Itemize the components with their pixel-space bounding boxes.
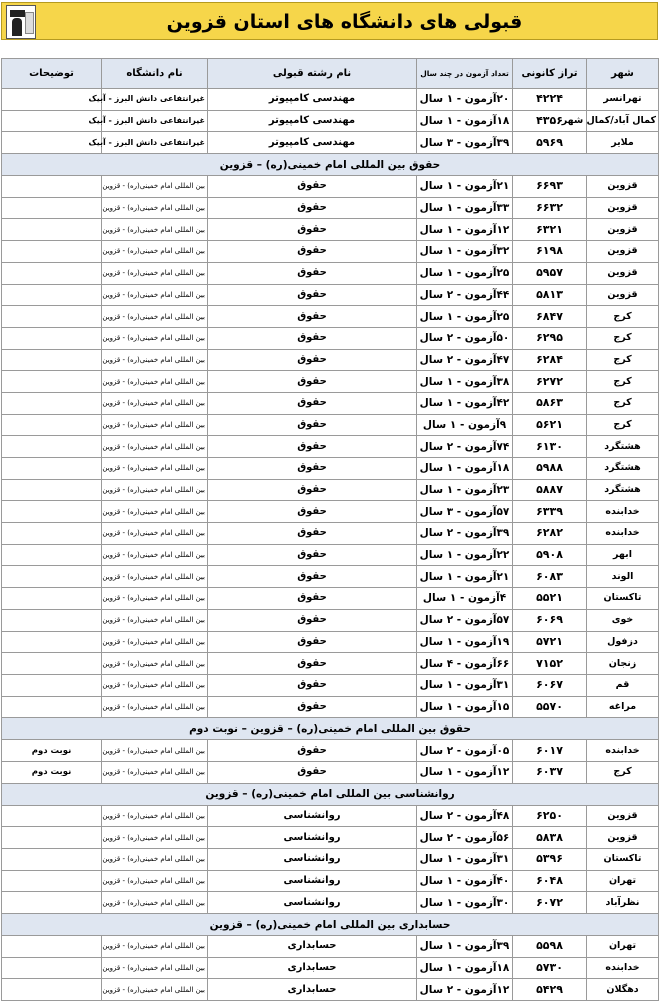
table-row <box>2 262 659 284</box>
notes-cell <box>2 284 102 306</box>
table-row <box>2 936 659 958</box>
score-cell: ۶۰۷۲ <box>513 892 587 914</box>
city-cell: قزوین <box>587 805 659 827</box>
city-cell: قزوین <box>587 827 659 849</box>
exam-count-cell: ۶۶آزمون - ۴ سال <box>417 653 513 675</box>
city-cell: تهرانسر <box>587 89 659 111</box>
city-cell: تاکستان <box>587 588 659 610</box>
city-cell: قزوین <box>587 197 659 219</box>
major-cell: روانشناسی <box>208 870 417 892</box>
major-cell: روانشناسی <box>208 827 417 849</box>
exam-count-cell: ۱۲آزمون - ۱ سال <box>417 219 513 241</box>
city-cell: دهگلان <box>587 979 659 1001</box>
notes-cell: نوبت دوم <box>2 761 102 783</box>
city-cell: دزفول <box>587 631 659 653</box>
exam-count-cell: ۳۸آزمون - ۱ سال <box>417 371 513 393</box>
university-cell: بین المللی امام خمینی(ره) - قزوین <box>102 740 208 762</box>
score-cell: ۶۶۳۲ <box>513 197 587 219</box>
exam-count-cell: ۲۵آزمون - ۱ سال <box>417 262 513 284</box>
score-cell: ۵۹۵۷ <box>513 262 587 284</box>
major-cell: حسابداری <box>208 957 417 979</box>
score-cell: ۵۹۶۹ <box>513 132 587 154</box>
city-cell: کرج <box>587 392 659 414</box>
university-cell: بین المللی امام خمینی(ره) - قزوین <box>102 544 208 566</box>
city-cell: ابهر <box>587 544 659 566</box>
notes-cell <box>2 436 102 458</box>
exam-count-cell: ۴آزمون - ۱ سال <box>417 588 513 610</box>
university-cell: بین المللی امام خمینی(ره) - قزوین <box>102 414 208 436</box>
university-cell: بین المللی امام خمینی(ره) - قزوین <box>102 306 208 328</box>
notes-cell <box>2 371 102 393</box>
score-cell: ۵۷۲۱ <box>513 631 587 653</box>
score-cell: ۶۲۹۵ <box>513 327 587 349</box>
major-cell: مهندسی کامپیوتر <box>208 110 417 132</box>
col-header-notes: توضیحات <box>2 59 102 89</box>
score-cell: ۵۵۲۱ <box>513 588 587 610</box>
university-cell: بین المللی امام خمینی(ره) - قزوین <box>102 653 208 675</box>
university-cell: بین المللی امام خمینی(ره) - قزوین <box>102 761 208 783</box>
university-cell: بین المللی امام خمینی(ره) - قزوین <box>102 349 208 371</box>
score-cell: ۶۳۲۱ <box>513 219 587 241</box>
score-cell: ۵۸۸۷ <box>513 479 587 501</box>
university-cell: بین المللی امام خمینی(ره) - قزوین <box>102 805 208 827</box>
score-cell: ۶۸۴۷ <box>513 306 587 328</box>
notes-cell <box>2 936 102 958</box>
city-cell: قزوین <box>587 241 659 263</box>
table-row <box>2 89 659 111</box>
exam-count-cell: ۵۰آزمون - ۲ سال <box>417 327 513 349</box>
city-cell: تهران <box>587 870 659 892</box>
score-cell: ۶۰۸۳ <box>513 566 587 588</box>
university-cell: بین المللی امام خمینی(ره) - قزوین <box>102 436 208 458</box>
university-cell: بین المللی امام خمینی(ره) - قزوین <box>102 284 208 306</box>
table-row <box>2 849 659 871</box>
city-cell: هشتگرد <box>587 458 659 480</box>
university-cell: بین المللی امام خمینی(ره) - قزوین <box>102 892 208 914</box>
notes-cell <box>2 132 102 154</box>
notes-cell <box>2 110 102 132</box>
score-cell: ۵۷۳۰ <box>513 957 587 979</box>
city-cell: تهران <box>587 936 659 958</box>
notes-cell <box>2 566 102 588</box>
score-cell: ۶۲۵۰ <box>513 805 587 827</box>
score-cell: ۶۳۳۹ <box>513 501 587 523</box>
university-cell: بین المللی امام خمینی(ره) - قزوین <box>102 870 208 892</box>
score-cell: ۶۱۹۸ <box>513 241 587 263</box>
score-cell: ۶۰۱۷ <box>513 740 587 762</box>
city-cell: قم <box>587 674 659 696</box>
score-cell: ۴۳۵۶ <box>513 110 587 132</box>
score-cell: ۶۲۸۲ <box>513 523 587 545</box>
notes-cell <box>2 892 102 914</box>
university-cell: غیرانتفاعی دانش البرز - آبیک <box>102 110 208 132</box>
city-cell: کرج <box>587 761 659 783</box>
city-cell: خدابنده <box>587 523 659 545</box>
major-cell: حقوق <box>208 631 417 653</box>
university-cell: بین المللی امام خمینی(ره) - قزوین <box>102 458 208 480</box>
exam-count-cell: ۱۲آزمون - ۱ سال <box>417 761 513 783</box>
table-row <box>2 132 659 154</box>
university-cell: بین المللی امام خمینی(ره) - قزوین <box>102 241 208 263</box>
city-cell: کرج <box>587 349 659 371</box>
notes-cell <box>2 653 102 675</box>
notes-cell <box>2 306 102 328</box>
major-cell: حقوق <box>208 609 417 631</box>
exam-count-cell: ۴۴آزمون - ۲ سال <box>417 284 513 306</box>
score-cell: ۴۲۲۴ <box>513 89 587 111</box>
major-cell: حقوق <box>208 436 417 458</box>
section-header-row <box>2 154 659 176</box>
major-cell: حقوق <box>208 306 417 328</box>
exam-count-cell: ۴۰آزمون - ۱ سال <box>417 870 513 892</box>
university-cell: بین المللی امام خمینی(ره) - قزوین <box>102 674 208 696</box>
admissions-table <box>1 58 659 1001</box>
major-cell: حسابداری <box>208 936 417 958</box>
exam-count-cell: ۳۳آزمون - ۱ سال <box>417 197 513 219</box>
notes-cell <box>2 523 102 545</box>
city-cell: مراغه <box>587 696 659 718</box>
major-cell: حقوق <box>208 219 417 241</box>
exam-count-cell: ۹آزمون - ۱ سال <box>417 414 513 436</box>
major-cell: حقوق <box>208 544 417 566</box>
section-header-row <box>2 783 659 805</box>
major-cell: حقوق <box>208 349 417 371</box>
exam-count-cell: ۲۵آزمون - ۱ سال <box>417 306 513 328</box>
major-cell: حقوق <box>208 392 417 414</box>
col-header-city: شهر <box>587 59 659 89</box>
notes-cell <box>2 414 102 436</box>
notes-cell <box>2 176 102 198</box>
major-cell: حقوق <box>208 262 417 284</box>
score-cell: ۶۲۷۲ <box>513 371 587 393</box>
table-row <box>2 284 659 306</box>
notes-cell <box>2 219 102 241</box>
notes-cell <box>2 501 102 523</box>
table-row <box>2 696 659 718</box>
table-row <box>2 414 659 436</box>
major-cell: حسابداری <box>208 979 417 1001</box>
exam-count-cell: ۳۹آزمون - ۱ سال <box>417 936 513 958</box>
city-cell: قزوین <box>587 262 659 284</box>
table-row <box>2 674 659 696</box>
score-cell: ۶۰۴۸ <box>513 870 587 892</box>
city-cell: کمال آباد/کمال شهر <box>587 110 659 132</box>
col-header-major: نام رشته قبولی <box>208 59 417 89</box>
city-cell: تاکستان <box>587 849 659 871</box>
city-cell: الوند <box>587 566 659 588</box>
university-cell: بین المللی امام خمینی(ره) - قزوین <box>102 936 208 958</box>
table-row <box>2 827 659 849</box>
city-cell: کرج <box>587 306 659 328</box>
score-cell: ۶۰۶۷ <box>513 674 587 696</box>
table-row <box>2 501 659 523</box>
notes-cell <box>2 392 102 414</box>
exam-count-cell: ۱۲آزمون - ۲ سال <box>417 979 513 1001</box>
title-banner <box>1 2 658 40</box>
notes-cell <box>2 957 102 979</box>
city-cell: خدابنده <box>587 740 659 762</box>
exam-count-cell: ۵۷آزمون - ۳ سال <box>417 501 513 523</box>
exam-count-cell: ۱۹آزمون - ۱ سال <box>417 631 513 653</box>
section-title: حقوق بین المللی امام خمینی(ره) – قزوین <box>2 154 659 176</box>
admissions-table-wrapper <box>1 58 658 1001</box>
notes-cell <box>2 262 102 284</box>
score-cell: ۵۹۸۸ <box>513 458 587 480</box>
exam-count-cell: ۲۱آزمون - ۱ سال <box>417 176 513 198</box>
page-title: قبولی های دانشگاه های استان قزوین <box>166 11 523 33</box>
exam-count-cell: ۲۳آزمون - ۱ سال <box>417 479 513 501</box>
score-cell: ۵۶۲۱ <box>513 414 587 436</box>
university-cell: بین المللی امام خمینی(ره) - قزوین <box>102 176 208 198</box>
university-cell: بین المللی امام خمینی(ره) - قزوین <box>102 501 208 523</box>
notes-cell <box>2 849 102 871</box>
table-row <box>2 805 659 827</box>
notes-cell <box>2 870 102 892</box>
score-cell: ۵۸۳۸ <box>513 827 587 849</box>
table-row <box>2 761 659 783</box>
exam-count-cell: ۴۷آزمون - ۲ سال <box>417 349 513 371</box>
notes-cell <box>2 979 102 1001</box>
major-cell: حقوق <box>208 588 417 610</box>
section-title: روانشناسی بین المللی امام خمینی(ره) – قزوین <box>2 783 659 805</box>
table-row <box>2 892 659 914</box>
table-row <box>2 219 659 241</box>
score-cell: ۷۱۵۲ <box>513 653 587 675</box>
university-cell: بین المللی امام خمینی(ره) - قزوین <box>102 566 208 588</box>
university-cell: بین المللی امام خمینی(ره) - قزوین <box>102 588 208 610</box>
table-row <box>2 436 659 458</box>
city-cell: خدابنده <box>587 957 659 979</box>
university-cell: بین المللی امام خمینی(ره) - قزوین <box>102 197 208 219</box>
city-cell: قزوین <box>587 176 659 198</box>
table-row <box>2 870 659 892</box>
major-cell: حقوق <box>208 523 417 545</box>
score-cell: ۶۰۳۷ <box>513 761 587 783</box>
city-cell: هشتگرد <box>587 479 659 501</box>
table-row <box>2 458 659 480</box>
score-cell: ۵۹۰۸ <box>513 544 587 566</box>
university-cell: بین المللی امام خمینی(ره) - قزوین <box>102 609 208 631</box>
major-cell: حقوق <box>208 696 417 718</box>
major-cell: حقوق <box>208 674 417 696</box>
notes-cell <box>2 458 102 480</box>
city-cell: کرج <box>587 327 659 349</box>
table-row <box>2 241 659 263</box>
major-cell: حقوق <box>208 176 417 198</box>
university-cell: بین المللی امام خمینی(ره) - قزوین <box>102 849 208 871</box>
exam-count-cell: ۷۴آزمون - ۲ سال <box>417 436 513 458</box>
major-cell: روانشناسی <box>208 892 417 914</box>
table-row <box>2 306 659 328</box>
table-row <box>2 653 659 675</box>
notes-cell <box>2 241 102 263</box>
university-cell: غیرانتفاعی دانش البرز - آبیک <box>102 89 208 111</box>
major-cell: حقوق <box>208 740 417 762</box>
table-row <box>2 479 659 501</box>
score-cell: ۵۵۹۸ <box>513 936 587 958</box>
city-cell: نظرآباد <box>587 892 659 914</box>
university-cell: بین المللی امام خمینی(ره) - قزوین <box>102 262 208 284</box>
university-cell: بین المللی امام خمینی(ره) - قزوین <box>102 327 208 349</box>
notes-cell: نوبت دوم <box>2 740 102 762</box>
major-cell: حقوق <box>208 566 417 588</box>
notes-cell <box>2 197 102 219</box>
city-cell: کرج <box>587 371 659 393</box>
col-header-university: نام دانشگاه <box>102 59 208 89</box>
exam-count-cell: ۳۱آزمون - ۱ سال <box>417 674 513 696</box>
score-cell: ۶۲۸۴ <box>513 349 587 371</box>
table-body <box>2 89 659 1001</box>
exam-count-cell: ۲۰آزمون - ۱ سال <box>417 89 513 111</box>
city-cell: قزوین <box>587 284 659 306</box>
major-cell: حقوق <box>208 241 417 263</box>
table-row <box>2 197 659 219</box>
exam-count-cell: ۳۲آزمون - ۱ سال <box>417 241 513 263</box>
notes-cell <box>2 349 102 371</box>
exam-count-cell: ۴۲آزمون - ۱ سال <box>417 392 513 414</box>
major-cell: حقوق <box>208 371 417 393</box>
table-row <box>2 523 659 545</box>
major-cell: روانشناسی <box>208 805 417 827</box>
university-cell: بین المللی امام خمینی(ره) - قزوین <box>102 979 208 1001</box>
table-row <box>2 392 659 414</box>
exam-count-cell: ۳۹آزمون - ۳ سال <box>417 132 513 154</box>
city-cell: خدابنده <box>587 501 659 523</box>
notes-cell <box>2 674 102 696</box>
score-cell: ۵۸۶۳ <box>513 392 587 414</box>
section-header-row <box>2 914 659 936</box>
logo-icon <box>6 5 36 39</box>
table-row <box>2 327 659 349</box>
major-cell: مهندسی کامپیوتر <box>208 89 417 111</box>
exam-count-cell: ۱۸آزمون - ۱ سال <box>417 957 513 979</box>
major-cell: حقوق <box>208 284 417 306</box>
exam-count-cell: ۳۹آزمون - ۲ سال <box>417 523 513 545</box>
col-header-score: تراز کانونی <box>513 59 587 89</box>
score-cell: ۶۱۳۰ <box>513 436 587 458</box>
university-cell: بین المللی امام خمینی(ره) - قزوین <box>102 631 208 653</box>
university-cell: غیرانتفاعی دانش البرز - آبیک <box>102 132 208 154</box>
notes-cell <box>2 544 102 566</box>
city-cell: هشتگرد <box>587 436 659 458</box>
exam-count-cell: ۰۵آزمون - ۲ سال <box>417 740 513 762</box>
notes-cell <box>2 805 102 827</box>
exam-count-cell: ۵۶آزمون - ۲ سال <box>417 827 513 849</box>
table-row <box>2 740 659 762</box>
university-cell: بین المللی امام خمینی(ره) - قزوین <box>102 523 208 545</box>
notes-cell <box>2 588 102 610</box>
notes-cell <box>2 696 102 718</box>
exam-count-cell: ۲۱آزمون - ۱ سال <box>417 566 513 588</box>
score-cell: ۵۴۲۹ <box>513 979 587 1001</box>
major-cell: حقوق <box>208 479 417 501</box>
notes-cell <box>2 479 102 501</box>
university-cell: بین المللی امام خمینی(ره) - قزوین <box>102 479 208 501</box>
table-row <box>2 176 659 198</box>
major-cell: حقوق <box>208 414 417 436</box>
exam-count-cell: ۳۱آزمون - ۱ سال <box>417 849 513 871</box>
notes-cell <box>2 631 102 653</box>
major-cell: روانشناسی <box>208 849 417 871</box>
table-row <box>2 544 659 566</box>
score-cell: ۶۶۹۳ <box>513 176 587 198</box>
university-cell: بین المللی امام خمینی(ره) - قزوین <box>102 219 208 241</box>
city-cell: کرج <box>587 414 659 436</box>
table-row <box>2 957 659 979</box>
table-row <box>2 349 659 371</box>
score-cell: ۵۸۱۳ <box>513 284 587 306</box>
table-row <box>2 371 659 393</box>
section-title: حقوق بین المللی امام خمینی(ره) – قزوین – نوبت دوم <box>2 718 659 740</box>
university-cell: بین المللی امام خمینی(ره) - قزوین <box>102 696 208 718</box>
university-cell: بین المللی امام خمینی(ره) - قزوین <box>102 371 208 393</box>
city-cell: ملایر <box>587 132 659 154</box>
city-cell: خوی <box>587 609 659 631</box>
exam-count-cell: ۱۸آزمون - ۱ سال <box>417 458 513 480</box>
notes-cell <box>2 609 102 631</box>
table-row <box>2 566 659 588</box>
exam-count-cell: ۳۰آزمون - ۱ سال <box>417 892 513 914</box>
table-row <box>2 631 659 653</box>
table-row <box>2 979 659 1001</box>
exam-count-cell: ۴۸آزمون - ۲ سال <box>417 805 513 827</box>
notes-cell <box>2 327 102 349</box>
score-cell: ۵۳۹۶ <box>513 849 587 871</box>
major-cell: حقوق <box>208 458 417 480</box>
section-header-row <box>2 718 659 740</box>
major-cell: حقوق <box>208 761 417 783</box>
table-row <box>2 609 659 631</box>
table-row <box>2 588 659 610</box>
university-cell: بین المللی امام خمینی(ره) - قزوین <box>102 827 208 849</box>
table-header-row <box>2 59 659 89</box>
exam-count-cell: ۱۸آزمون - ۱ سال <box>417 110 513 132</box>
exam-count-cell: ۱۵آزمون - ۱ سال <box>417 696 513 718</box>
major-cell: حقوق <box>208 501 417 523</box>
major-cell: حقوق <box>208 653 417 675</box>
table-row <box>2 110 659 132</box>
major-cell: مهندسی کامپیوتر <box>208 132 417 154</box>
score-cell: ۵۵۷۰ <box>513 696 587 718</box>
section-title: حسابداری بین المللی امام خمینی(ره) – قزوین <box>2 914 659 936</box>
exam-count-cell: ۵۷آزمون - ۲ سال <box>417 609 513 631</box>
notes-cell <box>2 827 102 849</box>
exam-count-cell: ۲۲آزمون - ۱ سال <box>417 544 513 566</box>
major-cell: حقوق <box>208 327 417 349</box>
city-cell: قزوین <box>587 219 659 241</box>
col-header-exam-count: تعداد آزمون در چند سال <box>417 59 513 89</box>
university-cell: بین المللی امام خمینی(ره) - قزوین <box>102 957 208 979</box>
city-cell: زنجان <box>587 653 659 675</box>
major-cell: حقوق <box>208 197 417 219</box>
university-cell: بین المللی امام خمینی(ره) - قزوین <box>102 392 208 414</box>
notes-cell <box>2 89 102 111</box>
score-cell: ۶۰۶۹ <box>513 609 587 631</box>
